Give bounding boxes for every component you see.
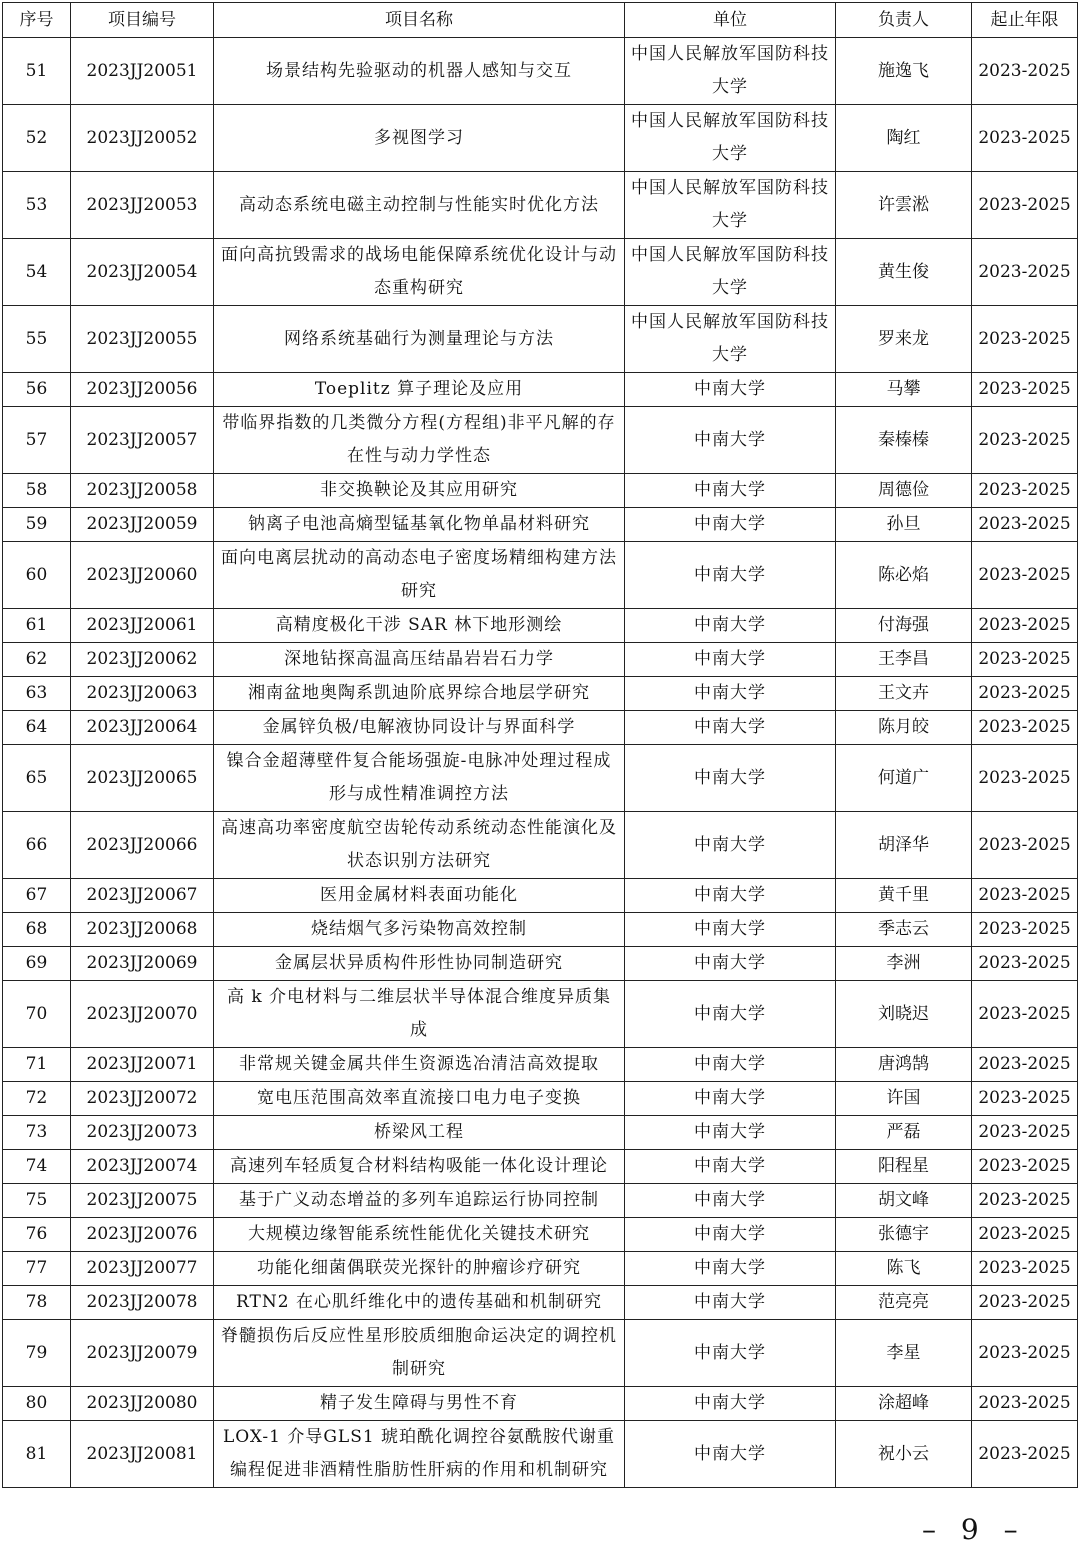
cell-period: 2023-2025 xyxy=(972,711,1078,745)
cell-leader: 秦榛榛 xyxy=(836,407,972,474)
table-row xyxy=(3,1116,1078,1150)
cell-leader: 胡文峰 xyxy=(836,1184,972,1218)
cell-leader: 张德宇 xyxy=(836,1218,972,1252)
table-row xyxy=(3,1286,1078,1320)
cell-period: 2023-2025 xyxy=(972,643,1078,677)
cell-name: 烧结烟气多污染物高效控制 xyxy=(214,913,625,947)
table-row xyxy=(3,609,1078,643)
cell-no: 75 xyxy=(3,1184,71,1218)
cell-name: 面向高抗毁需求的战场电能保障系统优化设计与动态重构研究 xyxy=(214,239,625,306)
cell-unit: 中国人民解放军国防科技大学 xyxy=(625,105,836,172)
cell-unit: 中南大学 xyxy=(625,913,836,947)
cell-unit: 中国人民解放军国防科技大学 xyxy=(625,172,836,239)
cell-name: 场景结构先验驱动的机器人感知与交互 xyxy=(214,38,625,105)
cell-code: 2023JJ20061 xyxy=(71,609,214,643)
cell-name: LOX-1 介导GLS1 琥珀酰化调控谷氨酰胺代谢重编程促进非酒精性脂肪性肝病的作用和机制研究 xyxy=(214,1421,625,1488)
cell-period: 2023-2025 xyxy=(972,1421,1078,1488)
cell-period: 2023-2025 xyxy=(972,609,1078,643)
cell-code: 2023JJ20081 xyxy=(71,1421,214,1488)
cell-no: 57 xyxy=(3,407,71,474)
header-code: 项目编号 xyxy=(71,3,214,38)
table-row xyxy=(3,812,1078,879)
cell-leader: 黄生俊 xyxy=(836,239,972,306)
cell-no: 76 xyxy=(3,1218,71,1252)
cell-leader: 胡泽华 xyxy=(836,812,972,879)
cell-period: 2023-2025 xyxy=(972,306,1078,373)
cell-code: 2023JJ20077 xyxy=(71,1252,214,1286)
table-row xyxy=(3,1082,1078,1116)
cell-period: 2023-2025 xyxy=(972,1048,1078,1082)
cell-no: 80 xyxy=(3,1387,71,1421)
cell-leader: 许雲淞 xyxy=(836,172,972,239)
table-row xyxy=(3,306,1078,373)
table-header-row xyxy=(3,3,1078,38)
cell-no: 74 xyxy=(3,1150,71,1184)
cell-unit: 中南大学 xyxy=(625,508,836,542)
cell-no: 51 xyxy=(3,38,71,105)
cell-period: 2023-2025 xyxy=(972,172,1078,239)
cell-leader: 陈月皎 xyxy=(836,711,972,745)
cell-period: 2023-2025 xyxy=(972,1082,1078,1116)
cell-period: 2023-2025 xyxy=(972,407,1078,474)
cell-code: 2023JJ20068 xyxy=(71,913,214,947)
cell-leader: 周德俭 xyxy=(836,474,972,508)
cell-code: 2023JJ20080 xyxy=(71,1387,214,1421)
cell-no: 66 xyxy=(3,812,71,879)
cell-name: 深地钻探高温高压结晶岩岩石力学 xyxy=(214,643,625,677)
cell-name: 网络系统基础行为测量理论与方法 xyxy=(214,306,625,373)
cell-period: 2023-2025 xyxy=(972,508,1078,542)
cell-name: 高精度极化干涉 SAR 林下地形测绘 xyxy=(214,609,625,643)
cell-no: 70 xyxy=(3,981,71,1048)
cell-unit: 中南大学 xyxy=(625,711,836,745)
cell-code: 2023JJ20054 xyxy=(71,239,214,306)
cell-no: 61 xyxy=(3,609,71,643)
cell-no: 65 xyxy=(3,745,71,812)
cell-leader: 刘晓迟 xyxy=(836,981,972,1048)
cell-leader: 陶红 xyxy=(836,105,972,172)
cell-no: 78 xyxy=(3,1286,71,1320)
cell-name: 高速列车轻质复合材料结构吸能一体化设计理论 xyxy=(214,1150,625,1184)
cell-no: 59 xyxy=(3,508,71,542)
table-row xyxy=(3,1184,1078,1218)
cell-unit: 中南大学 xyxy=(625,812,836,879)
cell-unit: 中南大学 xyxy=(625,474,836,508)
cell-no: 62 xyxy=(3,643,71,677)
cell-code: 2023JJ20078 xyxy=(71,1286,214,1320)
cell-leader: 祝小云 xyxy=(836,1421,972,1488)
cell-name: 湘南盆地奥陶系凯迪阶底界综合地层学研究 xyxy=(214,677,625,711)
table-row xyxy=(3,1218,1078,1252)
cell-unit: 中南大学 xyxy=(625,947,836,981)
header-no: 序号 xyxy=(3,3,71,38)
cell-code: 2023JJ20056 xyxy=(71,373,214,407)
cell-unit: 中南大学 xyxy=(625,407,836,474)
table-row xyxy=(3,373,1078,407)
cell-name: 面向电离层扰动的高动态电子密度场精细构建方法研究 xyxy=(214,542,625,609)
cell-code: 2023JJ20063 xyxy=(71,677,214,711)
cell-name: 宽电压范围高效率直流接口电力电子变换 xyxy=(214,1082,625,1116)
cell-unit: 中南大学 xyxy=(625,643,836,677)
cell-leader: 唐鸿鹄 xyxy=(836,1048,972,1082)
cell-no: 67 xyxy=(3,879,71,913)
cell-unit: 中南大学 xyxy=(625,1150,836,1184)
table-row xyxy=(3,879,1078,913)
header-leader: 负责人 xyxy=(836,3,972,38)
cell-period: 2023-2025 xyxy=(972,1286,1078,1320)
table-row xyxy=(3,981,1078,1048)
cell-name: 桥梁风工程 xyxy=(214,1116,625,1150)
cell-leader: 付海强 xyxy=(836,609,972,643)
cell-code: 2023JJ20058 xyxy=(71,474,214,508)
cell-period: 2023-2025 xyxy=(972,677,1078,711)
cell-code: 2023JJ20055 xyxy=(71,306,214,373)
cell-unit: 中南大学 xyxy=(625,1286,836,1320)
projects-table xyxy=(2,2,1078,1488)
cell-leader: 范亮亮 xyxy=(836,1286,972,1320)
cell-leader: 李星 xyxy=(836,1320,972,1387)
cell-unit: 中国人民解放军国防科技大学 xyxy=(625,239,836,306)
cell-period: 2023-2025 xyxy=(972,879,1078,913)
cell-leader: 马攀 xyxy=(836,373,972,407)
cell-name: 高速高功率密度航空齿轮传动系统动态性能演化及状态识别方法研究 xyxy=(214,812,625,879)
table-row xyxy=(3,508,1078,542)
cell-code: 2023JJ20057 xyxy=(71,407,214,474)
cell-unit: 中南大学 xyxy=(625,1387,836,1421)
cell-period: 2023-2025 xyxy=(972,1184,1078,1218)
cell-name: 非交换鞅论及其应用研究 xyxy=(214,474,625,508)
table-row xyxy=(3,1421,1078,1488)
cell-period: 2023-2025 xyxy=(972,1116,1078,1150)
table-row xyxy=(3,711,1078,745)
cell-unit: 中南大学 xyxy=(625,1048,836,1082)
cell-name: 镍合金超薄壁件复合能场强旋-电脉冲处理过程成形与成性精准调控方法 xyxy=(214,745,625,812)
header-period: 起止年限 xyxy=(972,3,1078,38)
cell-unit: 中南大学 xyxy=(625,1184,836,1218)
cell-unit: 中南大学 xyxy=(625,373,836,407)
table-row xyxy=(3,542,1078,609)
cell-no: 68 xyxy=(3,913,71,947)
cell-code: 2023JJ20067 xyxy=(71,879,214,913)
cell-period: 2023-2025 xyxy=(972,981,1078,1048)
cell-leader: 孙旦 xyxy=(836,508,972,542)
cell-code: 2023JJ20070 xyxy=(71,981,214,1048)
cell-no: 79 xyxy=(3,1320,71,1387)
cell-no: 71 xyxy=(3,1048,71,1082)
cell-unit: 中国人民解放军国防科技大学 xyxy=(625,306,836,373)
cell-code: 2023JJ20060 xyxy=(71,542,214,609)
table-row xyxy=(3,745,1078,812)
cell-no: 60 xyxy=(3,542,71,609)
cell-code: 2023JJ20052 xyxy=(71,105,214,172)
cell-code: 2023JJ20066 xyxy=(71,812,214,879)
cell-leader: 施逸飞 xyxy=(836,38,972,105)
header-unit: 单位 xyxy=(625,3,836,38)
cell-code: 2023JJ20064 xyxy=(71,711,214,745)
table-row xyxy=(3,1048,1078,1082)
cell-period: 2023-2025 xyxy=(972,373,1078,407)
cell-no: 69 xyxy=(3,947,71,981)
cell-code: 2023JJ20071 xyxy=(71,1048,214,1082)
cell-name: 多视图学习 xyxy=(214,105,625,172)
cell-period: 2023-2025 xyxy=(972,1150,1078,1184)
table-row xyxy=(3,105,1078,172)
cell-no: 81 xyxy=(3,1421,71,1488)
cell-code: 2023JJ20069 xyxy=(71,947,214,981)
cell-name: RTN2 在心肌纤维化中的遗传基础和机制研究 xyxy=(214,1286,625,1320)
cell-code: 2023JJ20051 xyxy=(71,38,214,105)
cell-no: 55 xyxy=(3,306,71,373)
cell-period: 2023-2025 xyxy=(972,38,1078,105)
cell-name: 高 k 介电材料与二维层状半导体混合维度异质集成 xyxy=(214,981,625,1048)
cell-code: 2023JJ20065 xyxy=(71,745,214,812)
cell-unit: 中南大学 xyxy=(625,1320,836,1387)
table-row xyxy=(3,643,1078,677)
cell-leader: 王李昌 xyxy=(836,643,972,677)
cell-unit: 中南大学 xyxy=(625,1252,836,1286)
cell-name: 带临界指数的几类微分方程(方程组)非平凡解的存在性与动力学性态 xyxy=(214,407,625,474)
table-row xyxy=(3,1320,1078,1387)
cell-no: 72 xyxy=(3,1082,71,1116)
cell-code: 2023JJ20074 xyxy=(71,1150,214,1184)
cell-unit: 中南大学 xyxy=(625,981,836,1048)
cell-period: 2023-2025 xyxy=(972,745,1078,812)
cell-period: 2023-2025 xyxy=(972,105,1078,172)
cell-no: 77 xyxy=(3,1252,71,1286)
cell-leader: 黄千里 xyxy=(836,879,972,913)
table-row xyxy=(3,172,1078,239)
cell-name: 医用金属材料表面功能化 xyxy=(214,879,625,913)
cell-no: 63 xyxy=(3,677,71,711)
cell-unit: 中南大学 xyxy=(625,879,836,913)
table-row xyxy=(3,1387,1078,1421)
cell-name: 高动态系统电磁主动控制与性能实时优化方法 xyxy=(214,172,625,239)
cell-period: 2023-2025 xyxy=(972,474,1078,508)
cell-name: 基于广义动态增益的多列车追踪运行协同控制 xyxy=(214,1184,625,1218)
cell-leader: 阳程星 xyxy=(836,1150,972,1184)
cell-leader: 涂超峰 xyxy=(836,1387,972,1421)
cell-no: 56 xyxy=(3,373,71,407)
cell-leader: 严磊 xyxy=(836,1116,972,1150)
cell-unit: 中南大学 xyxy=(625,1421,836,1488)
table-body xyxy=(3,38,1078,1488)
cell-unit: 中南大学 xyxy=(625,1116,836,1150)
cell-period: 2023-2025 xyxy=(972,1320,1078,1387)
cell-name: 金属锌负极/电解液协同设计与界面科学 xyxy=(214,711,625,745)
cell-no: 73 xyxy=(3,1116,71,1150)
cell-period: 2023-2025 xyxy=(972,913,1078,947)
cell-no: 58 xyxy=(3,474,71,508)
page-number: – 9 – xyxy=(922,1513,1026,1546)
cell-leader: 何道广 xyxy=(836,745,972,812)
table-row xyxy=(3,239,1078,306)
cell-code: 2023JJ20053 xyxy=(71,172,214,239)
cell-name: 精子发生障碍与男性不育 xyxy=(214,1387,625,1421)
cell-leader: 李洲 xyxy=(836,947,972,981)
cell-code: 2023JJ20076 xyxy=(71,1218,214,1252)
cell-period: 2023-2025 xyxy=(972,947,1078,981)
table-row xyxy=(3,947,1078,981)
cell-unit: 中南大学 xyxy=(625,609,836,643)
cell-code: 2023JJ20062 xyxy=(71,643,214,677)
cell-code: 2023JJ20079 xyxy=(71,1320,214,1387)
cell-unit: 中南大学 xyxy=(625,542,836,609)
cell-unit: 中国人民解放军国防科技大学 xyxy=(625,38,836,105)
cell-name: 钠离子电池高熵型锰基氧化物单晶材料研究 xyxy=(214,508,625,542)
cell-period: 2023-2025 xyxy=(972,1218,1078,1252)
table-row xyxy=(3,407,1078,474)
table-row xyxy=(3,677,1078,711)
cell-name: 非常规关键金属共伴生资源选冶清洁高效提取 xyxy=(214,1048,625,1082)
cell-period: 2023-2025 xyxy=(972,1252,1078,1286)
cell-period: 2023-2025 xyxy=(972,239,1078,306)
cell-leader: 季志云 xyxy=(836,913,972,947)
cell-unit: 中南大学 xyxy=(625,677,836,711)
cell-name: Toeplitz 算子理论及应用 xyxy=(214,373,625,407)
cell-no: 52 xyxy=(3,105,71,172)
cell-code: 2023JJ20075 xyxy=(71,1184,214,1218)
cell-code: 2023JJ20073 xyxy=(71,1116,214,1150)
cell-unit: 中南大学 xyxy=(625,745,836,812)
header-name: 项目名称 xyxy=(214,3,625,38)
cell-leader: 王文卉 xyxy=(836,677,972,711)
cell-leader: 罗来龙 xyxy=(836,306,972,373)
table-row xyxy=(3,1150,1078,1184)
cell-name: 功能化细菌偶联荧光探针的肿瘤诊疗研究 xyxy=(214,1252,625,1286)
cell-name: 金属层状异质构件形性协同制造研究 xyxy=(214,947,625,981)
table-row xyxy=(3,38,1078,105)
cell-leader: 陈飞 xyxy=(836,1252,972,1286)
cell-period: 2023-2025 xyxy=(972,812,1078,879)
table-row xyxy=(3,474,1078,508)
table-row xyxy=(3,1252,1078,1286)
cell-leader: 陈必焰 xyxy=(836,542,972,609)
cell-no: 54 xyxy=(3,239,71,306)
cell-no: 53 xyxy=(3,172,71,239)
cell-leader: 许国 xyxy=(836,1082,972,1116)
table-row xyxy=(3,913,1078,947)
cell-unit: 中南大学 xyxy=(625,1082,836,1116)
cell-unit: 中南大学 xyxy=(625,1218,836,1252)
cell-no: 64 xyxy=(3,711,71,745)
cell-period: 2023-2025 xyxy=(972,1387,1078,1421)
cell-name: 大规模边缘智能系统性能优化关键技术研究 xyxy=(214,1218,625,1252)
cell-code: 2023JJ20072 xyxy=(71,1082,214,1116)
cell-name: 脊髓损伤后反应性星形胶质细胞命运决定的调控机制研究 xyxy=(214,1320,625,1387)
cell-period: 2023-2025 xyxy=(972,542,1078,609)
cell-code: 2023JJ20059 xyxy=(71,508,214,542)
